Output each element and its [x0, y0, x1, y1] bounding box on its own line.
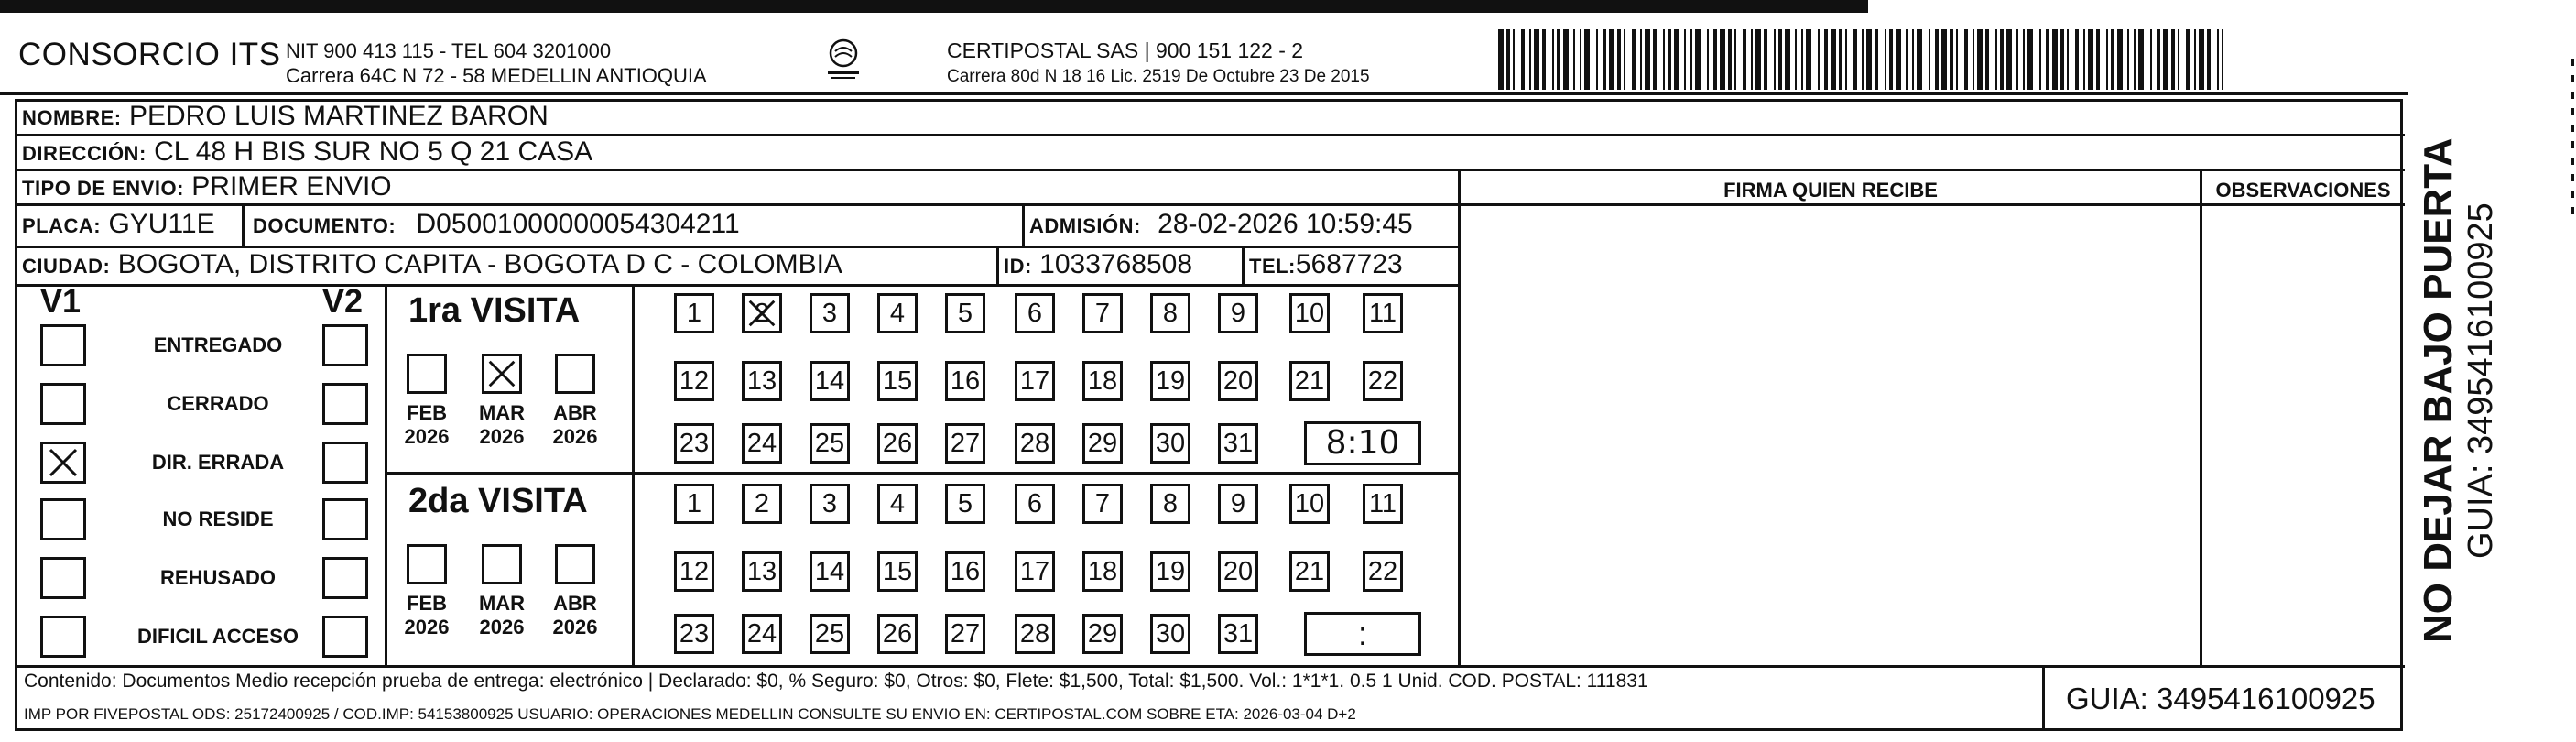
day-box[interactable]: 29 — [1082, 614, 1123, 654]
city-label: CIUDAD: — [22, 255, 111, 278]
print-info-line: IMP POR FIVEPOSTAL ODS: 25172400925 / COD.IMP: 54153800925 USUARIO: OPERACIONES MEDELLIN CONSULTE SU ENVIO EN: CERTIPOSTAL.COM SOBRE ETA: 2026-03-04 D+2 — [24, 705, 1356, 723]
plate-label: PLACA: — [22, 214, 102, 237]
day-box[interactable]: 17 — [1015, 551, 1055, 592]
address-field — [22, 136, 592, 168]
day-box[interactable]: 15 — [877, 361, 918, 401]
day-box[interactable]: 16 — [945, 551, 985, 592]
v1-checkbox[interactable] — [40, 616, 86, 658]
status-label: NO RESIDE — [162, 507, 274, 530]
day-box[interactable]: 28 — [1015, 423, 1055, 464]
day-box[interactable]: 2 — [742, 484, 782, 524]
month-name: MAR — [478, 401, 526, 424]
day-box[interactable]: 17 — [1015, 361, 1055, 401]
day-box[interactable]: 12 — [674, 551, 714, 592]
day-box[interactable]: 6 — [1015, 484, 1055, 524]
status-label: ENTREGADO — [153, 333, 283, 356]
month-checkbox[interactable] — [482, 354, 522, 394]
name-field — [22, 101, 549, 132]
day-box[interactable]: 8 — [1150, 484, 1190, 524]
address-label: DIRECCIÓN: — [22, 142, 147, 165]
day-box[interactable]: 9 — [1218, 293, 1258, 333]
admission-field — [1029, 209, 1413, 240]
month-checkbox[interactable] — [407, 354, 447, 394]
tear-line — [2571, 59, 2574, 224]
tel-label: TEL: — [1249, 255, 1296, 278]
day-box[interactable]: 3 — [810, 293, 850, 333]
day-box[interactable]: 25 — [810, 423, 850, 464]
month-year: 2026 — [479, 425, 525, 448]
day-box[interactable]: 23 — [674, 423, 714, 464]
v1-checkbox[interactable] — [40, 442, 86, 484]
side-guia: GUIA: 3495416100925 — [2462, 202, 2500, 559]
v2-checkbox[interactable] — [322, 324, 368, 366]
barcode — [1498, 29, 2223, 90]
day-box[interactable]: 2 — [742, 293, 782, 333]
v1-checkbox[interactable] — [40, 324, 86, 366]
month-name: FEB — [407, 592, 447, 615]
status-label: CERRADO — [167, 392, 269, 415]
plate-field — [22, 209, 215, 240]
side-warning: NO DEJAR BAJO PUERTA — [2416, 137, 2461, 643]
shipment-type: PRIMER ENVIO — [191, 171, 392, 202]
id-field — [1004, 249, 1192, 280]
day-box[interactable]: 25 — [810, 614, 850, 654]
visit-title: 2da VISITA — [408, 482, 588, 520]
visit-title: 1ra VISITA — [408, 291, 581, 330]
day-box[interactable]: 12 — [674, 361, 714, 401]
admission-value: 28-02-2026 10:59:45 — [1158, 209, 1413, 239]
day-box[interactable]: 6 — [1015, 293, 1055, 333]
v2-checkbox[interactable] — [322, 557, 368, 599]
carrier-name: CERTIPOSTAL SAS | 900 151 122 - 2 — [947, 38, 1304, 62]
admission-label: ADMISIÓN: — [1029, 214, 1141, 237]
day-box[interactable]: 21 — [1289, 551, 1330, 592]
tel-field — [1249, 249, 1403, 280]
id-value: 1033768508 — [1039, 249, 1193, 279]
day-box[interactable]: 7 — [1082, 484, 1123, 524]
plate-value: GYU11E — [108, 209, 215, 239]
status-label: REHUSADO — [160, 566, 276, 589]
day-box[interactable]: 29 — [1082, 423, 1123, 464]
v1-checkbox[interactable] — [40, 498, 86, 540]
city-value: BOGOTA, DISTRITO CAPITA - BOGOTA D C - COLOMBIA — [117, 249, 842, 279]
v2-checkbox[interactable] — [322, 383, 368, 425]
month-label — [548, 592, 603, 639]
name-label: NOMBRE: — [22, 106, 122, 129]
day-box[interactable]: 24 — [742, 423, 782, 464]
month-label — [399, 401, 454, 449]
day-box[interactable]: 10 — [1289, 484, 1330, 524]
day-box[interactable]: 1 — [674, 293, 714, 333]
day-box[interactable]: 13 — [742, 361, 782, 401]
day-box[interactable]: 19 — [1150, 551, 1190, 592]
top-border — [0, 0, 1868, 13]
day-box[interactable]: 10 — [1289, 293, 1330, 333]
day-box[interactable]: 27 — [945, 614, 985, 654]
v1-header: V1 — [40, 282, 82, 320]
day-box[interactable]: 20 — [1218, 361, 1258, 401]
carrier-license: Carrera 80d N 18 16 Lic. 2519 De Octubre 23 De 2015 — [947, 67, 1370, 86]
day-box[interactable]: 8 — [1150, 293, 1190, 333]
recipient-name: PEDRO LUIS MARTINEZ BARON — [128, 101, 549, 131]
month-checkbox[interactable] — [555, 354, 595, 394]
status-label: DIR. ERRADA — [151, 451, 285, 474]
month-year: 2026 — [552, 616, 598, 638]
month-name: MAR — [478, 592, 526, 615]
day-box[interactable]: 4 — [877, 293, 918, 333]
month-label — [474, 401, 529, 449]
v1-checkbox[interactable] — [40, 383, 86, 425]
v2-header: V2 — [322, 282, 364, 320]
day-box[interactable]: 14 — [810, 551, 850, 592]
month-name: ABR — [553, 592, 597, 615]
month-label — [548, 401, 603, 449]
month-checkbox[interactable] — [482, 544, 522, 584]
month-year: 2026 — [479, 616, 525, 638]
day-box[interactable]: 3 — [810, 484, 850, 524]
company-address: Carrera 64C N 72 - 58 MEDELLIN ANTIOQUIA — [286, 64, 707, 87]
certipostal-logo — [822, 37, 864, 84]
month-name: FEB — [407, 401, 447, 424]
day-box[interactable]: 5 — [945, 293, 985, 333]
day-box[interactable]: 9 — [1218, 484, 1258, 524]
day-box[interactable]: 28 — [1015, 614, 1055, 654]
month-name: ABR — [553, 401, 597, 424]
day-box[interactable]: 4 — [877, 484, 918, 524]
v2-checkbox[interactable] — [322, 442, 368, 484]
day-box[interactable]: 18 — [1082, 361, 1123, 401]
day-box[interactable]: 16 — [945, 361, 985, 401]
shipment-type-label: TIPO DE ENVIO: — [22, 177, 184, 200]
month-checkbox[interactable] — [407, 544, 447, 584]
day-box[interactable]: 15 — [877, 551, 918, 592]
day-box[interactable]: 1 — [674, 484, 714, 524]
day-box[interactable]: 23 — [674, 614, 714, 654]
month-checkbox[interactable] — [555, 544, 595, 584]
recipient-address: CL 48 H BIS SUR NO 5 Q 21 CASA — [154, 136, 593, 167]
day-box[interactable]: 7 — [1082, 293, 1123, 333]
observations-column-header: OBSERVACIONES — [2215, 179, 2391, 202]
day-box[interactable]: 26 — [877, 423, 918, 464]
month-year: 2026 — [404, 425, 450, 448]
day-box[interactable]: 26 — [877, 614, 918, 654]
month-year: 2026 — [404, 616, 450, 638]
day-box[interactable]: 13 — [742, 551, 782, 592]
document-label: DOCUMENTO: — [253, 214, 397, 237]
shipment-type-field — [22, 171, 392, 202]
day-box[interactable]: 5 — [945, 484, 985, 524]
day-box[interactable]: 22 — [1363, 361, 1403, 401]
day-box[interactable]: 24 — [742, 614, 782, 654]
contents-line: Contenido: Documentos Medio recepción prueba de entrega: electrónico | Declarado: $0, % Seguro: $0, Otros: $0, Flete: $1,500, Total: $1,500. Vol.: 1*1*1. 0.5 1 Unid. COD. POSTAL: 111831 — [24, 671, 1648, 692]
guia-number: GUIA: 3495416100925 — [2066, 682, 2375, 715]
day-box[interactable]: 20 — [1218, 551, 1258, 592]
month-year: 2026 — [552, 425, 598, 448]
city-field — [22, 249, 842, 280]
day-box[interactable]: 11 — [1363, 484, 1403, 524]
status-label: DIFICIL ACCESO — [136, 625, 299, 648]
day-box[interactable]: 21 — [1289, 361, 1330, 401]
day-box[interactable]: 30 — [1150, 614, 1190, 654]
day-box[interactable]: 22 — [1363, 551, 1403, 592]
time-box[interactable]: 8:10 — [1304, 421, 1421, 465]
month-label — [399, 592, 454, 639]
tel-value: 5687723 — [1295, 249, 1403, 279]
v1-checkbox[interactable] — [40, 557, 86, 599]
company-name: CONSORCIO ITS — [18, 37, 281, 72]
time-box[interactable]: : — [1304, 612, 1421, 656]
header-divider — [0, 92, 2408, 95]
document-value: D05001000000054304211 — [416, 209, 740, 239]
v2-checkbox[interactable] — [322, 616, 368, 658]
day-box[interactable]: 19 — [1150, 361, 1190, 401]
day-box[interactable]: 31 — [1218, 614, 1258, 654]
signature-column-header: FIRMA QUIEN RECIBE — [1723, 179, 1938, 202]
day-box[interactable]: 14 — [810, 361, 850, 401]
day-box[interactable]: 27 — [945, 423, 985, 464]
month-label — [474, 592, 529, 639]
day-box[interactable]: 30 — [1150, 423, 1190, 464]
v2-checkbox[interactable] — [322, 498, 368, 540]
company-nit: NIT 900 413 115 - TEL 604 3201000 — [286, 39, 612, 62]
day-box[interactable]: 11 — [1363, 293, 1403, 333]
id-label: ID: — [1004, 255, 1032, 278]
document-field — [253, 209, 740, 240]
day-box[interactable]: 31 — [1218, 423, 1258, 464]
day-box[interactable]: 18 — [1082, 551, 1123, 592]
